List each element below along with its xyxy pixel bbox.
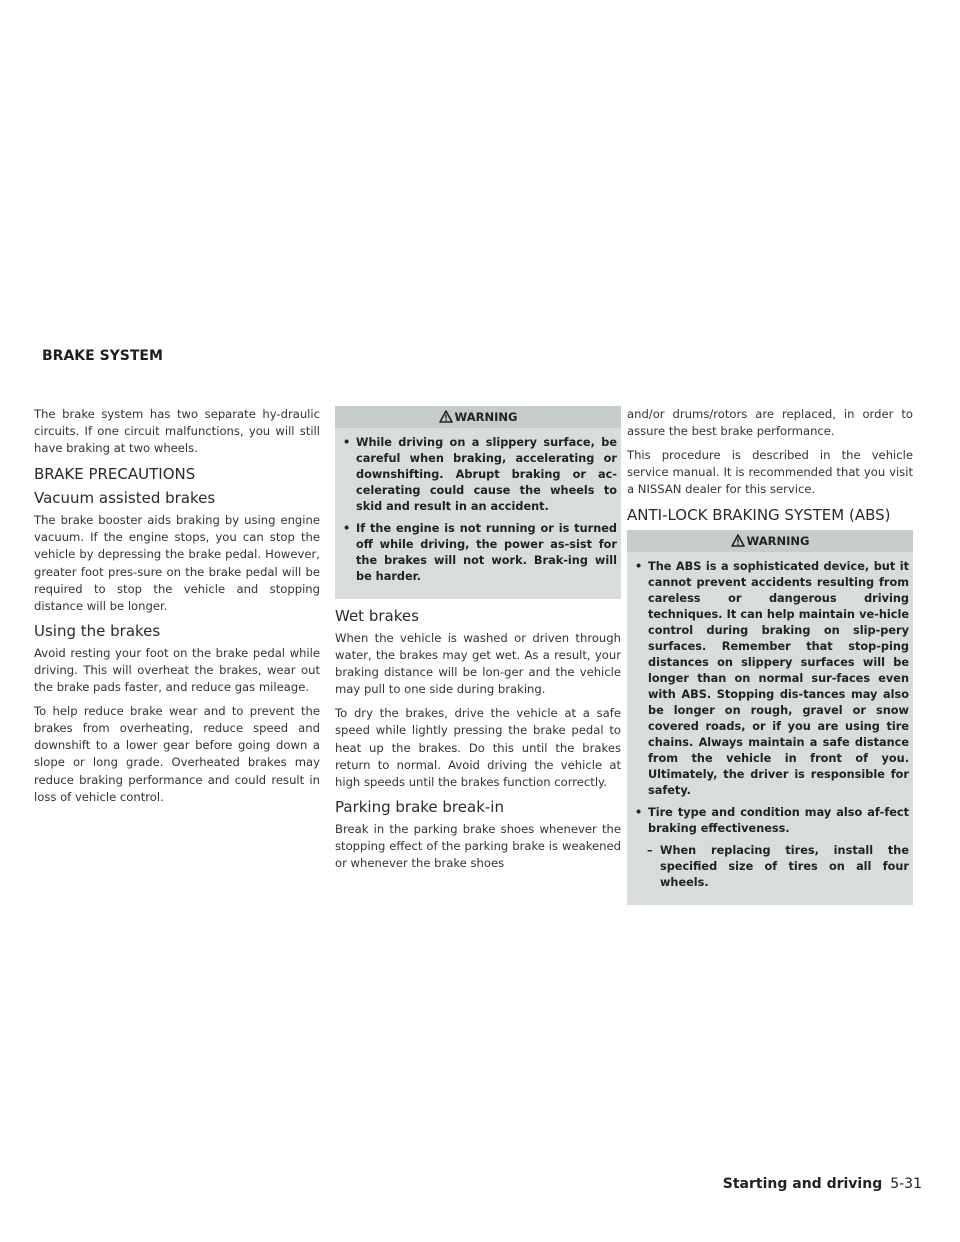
parking-heading: Parking brake break-in [335,797,504,816]
abs-heading: ANTI-LOCK BRAKING SYSTEM (ABS) [627,506,891,525]
warning-triangle-icon [439,410,453,423]
footer-section: Starting and driving [722,1176,883,1192]
parking-paragraph-continued: and/or drums/rotors are replaced, in order to assure the best brake performance. [627,407,913,439]
warning-header [335,406,621,428]
intro-paragraph: The brake system has two separate hy-draulic circuits. If one circuit malfunctions, you will still have braking at two wheels. [34,407,320,456]
warning-header [627,530,913,552]
column-2 [335,406,621,879]
column-1 [34,406,320,813]
section-title: BRAKE SYSTEM [42,348,163,364]
warning-item: • If the engine is not running or is turned off while driving, the power as-sist for the brakes will not work. Brak-ing will be harder. [343,521,617,585]
wet-paragraph-2: To dry the brakes, drive the vehicle at a safe speed while lightly pressing the brake pedal to heat up the brakes. Do this until the brakes return to normal. Avoid driving the vehicle at high speeds until the brakes function correctly. [335,706,621,789]
parking-paragraph: Break in the parking brake shoes whenever the stopping effect of the parking brake is weakened or whenever the brake shoes [335,821,621,871]
warning-item: • The ABS is a sophisticated device, but it cannot prevent accidents resulting from careless or dangerous driving techniques. It can help maintain ve-hicle control during braking on slip-pery surfaces. Remember that stop-ping distances on slippery surfaces will be longer than on normal sur-faces even with ABS. Stopping dis-tances may also be longer on rough, gravel or snow covered roads, or if you are using tire chains. Always maintain a safe distance from the vehicle in front of you. Ultimately, the driver is responsible for safety. [635,559,909,799]
page-number: 5-31 [890,1176,922,1192]
warning-triangle-icon [731,534,745,547]
warning-item: • While driving on a slippery surface, be careful when braking, accelerating or downshifting. Abrupt braking or ac-celerating could cause the wheels to skid and result in an accident. [343,435,617,515]
column-3 [627,406,913,913]
using-paragraph-1: Avoid resting your foot on the brake pedal while driving. This will overheat the brakes, wear out the brake pads faster, and reduce gas mileage. [34,645,320,695]
warning-list [335,428,621,585]
using-heading: Using the brakes [34,621,161,640]
warning-subitem: – When replacing tires, install the specified size of tires on all four wheels. [647,843,909,891]
page-footer [723,1176,922,1192]
warning-label: WARNING [746,534,810,549]
warning-box-abs [627,530,913,905]
warning-label: WARNING [454,410,518,424]
precautions-heading: BRAKE PRECAUTIONS [34,465,196,484]
vacuum-heading: Vacuum assisted brakes [34,489,216,508]
continuation-block [627,406,913,413]
warning-box-brakes [335,406,621,599]
wet-paragraph-1: When the vehicle is washed or driven through water, the brakes may get wet. As a result, your braking distance will be lon-ger and the vehicle may pull to one side during braking. [335,631,621,697]
warning-item: • Tire type and condition may also af-fect braking effectiveness. [635,805,909,837]
vacuum-paragraph: The brake booster aids braking by using engine vacuum. If the engine stops, you can stop the vehicle by depressing the brake pedal. However, greater foot pres-sure on the brake pedal will be required to stop the vehicle and stopping distance will be longer. [34,513,320,613]
wet-heading: Wet brakes [335,607,419,625]
warning-list [627,552,913,891]
using-paragraph-2: To help reduce brake wear and to prevent the brakes from overheating, reduce speed and downshift to a lower gear before going down a slope or long grade. Overheated brakes may reduce braking performance and could result in loss of vehicle control. [34,704,320,804]
procedure-paragraph-visible: This procedure is described in the vehicle service manual. It is recommended that you visit a NISSAN dealer for this service. [627,448,913,497]
